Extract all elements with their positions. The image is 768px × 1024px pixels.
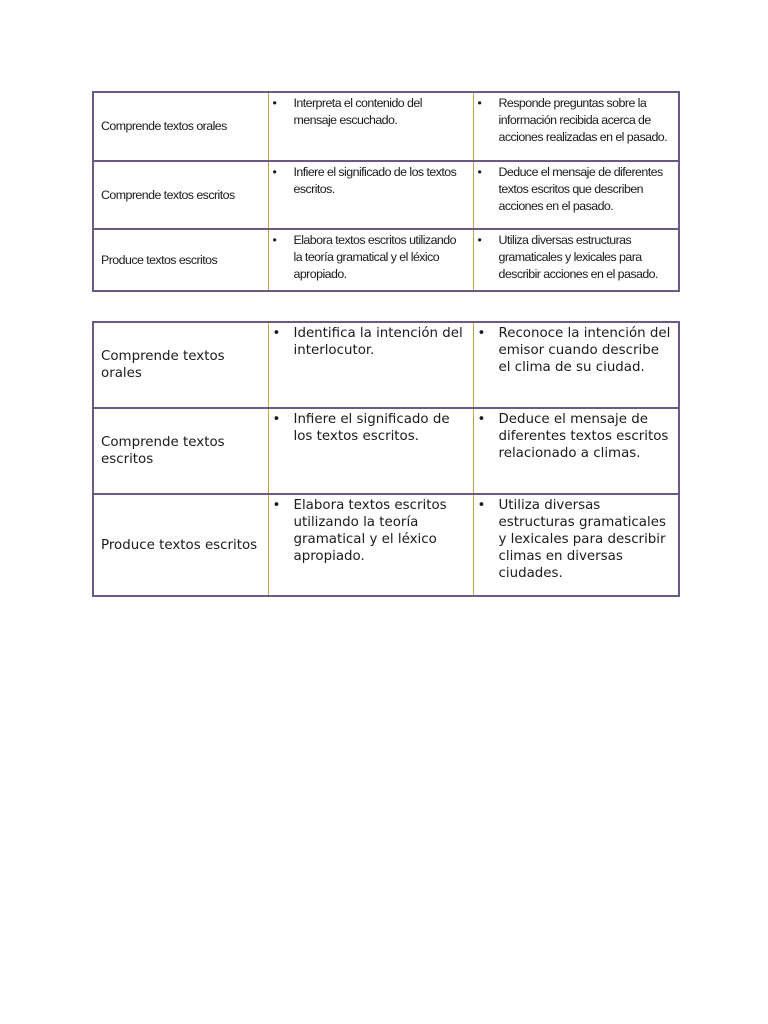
indicator-text: Infiere el significado de los textos escritos. xyxy=(293,412,450,444)
table-row xyxy=(93,161,679,229)
competency-label: Comprende textos escritos xyxy=(93,408,268,494)
indicator-text: Reconoce la intención del emisor cuando describe el clima de su ciudad. xyxy=(498,326,671,375)
indicator-cell xyxy=(268,408,473,494)
bullet-icon: • xyxy=(477,96,482,110)
bullet-icon: • xyxy=(477,498,486,513)
competency-label: Comprende textos orales xyxy=(93,322,268,408)
bullet-icon: • xyxy=(272,233,277,247)
indicator-text: Elabora textos escritos utilizando la teoría gramatical y el léxico apropiado. xyxy=(293,233,456,281)
indicator-cell xyxy=(473,322,679,408)
indicator-cell xyxy=(268,322,473,408)
indicator-text: Utiliza diversas estructuras gramaticales y lexicales para describir climas en diversas ciudades. xyxy=(498,498,666,581)
bullet-icon: • xyxy=(272,498,281,513)
table-row xyxy=(93,322,679,408)
bullet-icon: • xyxy=(477,165,482,179)
competency-label: Produce textos escritos xyxy=(93,494,268,596)
competency-label: Produce textos escritos xyxy=(93,229,268,291)
indicator-text: Utiliza diversas estructuras gramaticales y lexicales para describir acciones en el pasado. xyxy=(498,233,658,281)
competencies-table-1 xyxy=(92,91,680,292)
indicator-text: Elabora textos escritos utilizando la teoría gramatical y el léxico apropiado. xyxy=(293,498,447,564)
indicator-text: Responde preguntas sobre la información recibida acerca de acciones realizadas en el pasado. xyxy=(498,96,668,144)
indicator-cell xyxy=(473,229,679,291)
bullet-icon: • xyxy=(477,233,482,247)
indicator-cell xyxy=(268,229,473,291)
indicator-cell xyxy=(473,161,679,229)
indicator-text: Deduce el mensaje de diferentes textos escritos que describen acciones en el pasado. xyxy=(498,165,663,213)
competency-label: Comprende textos escritos xyxy=(93,161,268,229)
bullet-icon: • xyxy=(477,412,486,427)
bullet-icon: • xyxy=(477,326,486,341)
indicator-cell xyxy=(268,161,473,229)
table-row xyxy=(93,229,679,291)
indicator-cell xyxy=(473,92,679,161)
table-row xyxy=(93,408,679,494)
bullet-icon: • xyxy=(272,326,281,341)
indicator-cell xyxy=(268,92,473,161)
indicator-cell xyxy=(473,408,679,494)
competency-label: Comprende textos orales xyxy=(93,92,268,161)
indicator-text: Deduce el mensaje de diferentes textos escritos relacionado a climas. xyxy=(498,412,669,461)
bullet-icon: • xyxy=(272,96,277,110)
table-row xyxy=(93,494,679,596)
indicator-text: Identifica la intención del interlocutor. xyxy=(293,326,463,358)
indicator-text: Infiere el significado de los textos escritos. xyxy=(293,165,457,196)
indicator-cell xyxy=(473,494,679,596)
competencies-table-2 xyxy=(92,321,680,597)
indicator-cell xyxy=(268,494,473,596)
bullet-icon: • xyxy=(272,412,281,427)
bullet-icon: • xyxy=(272,165,277,179)
indicator-text: Interpreta el contenido del mensaje escuchado. xyxy=(293,96,422,127)
table-row xyxy=(93,92,679,161)
